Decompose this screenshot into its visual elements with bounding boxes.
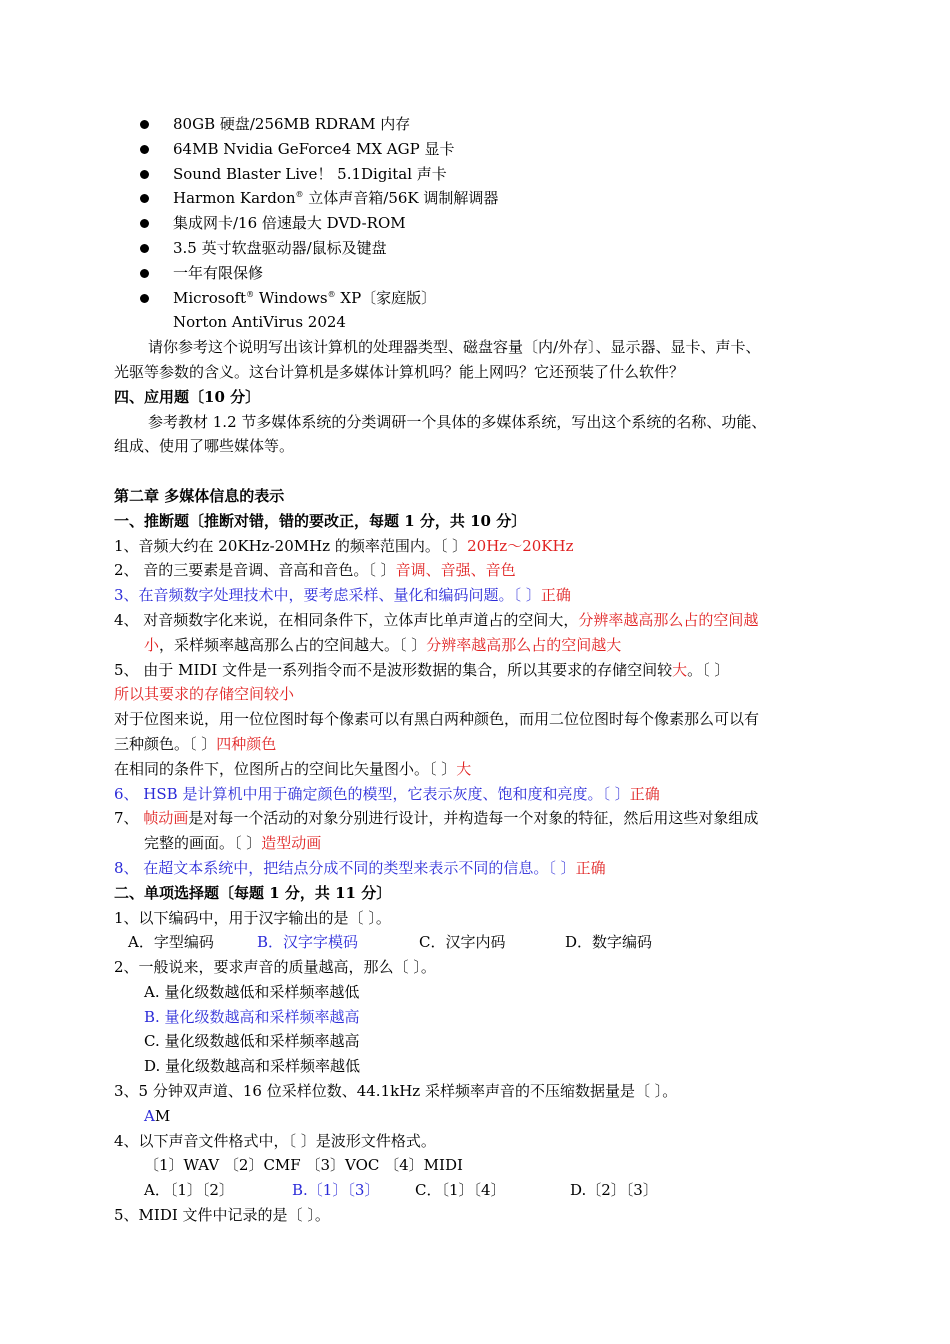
tf-question: 8、 在超文本系统中，把结点分成不同的类型来表示不同的信息。〔 〕正确 <box>114 858 606 877</box>
mc-question: 2、一般说来，要求声音的质量越高，那么〔 〕。 <box>114 958 436 977</box>
tf-question: 对于位图来说，用一位位图时每个像素可以有黑白两种颜色，而用二位位图时每个像素那么可以有 <box>114 710 760 729</box>
bullet-icon <box>140 145 149 154</box>
bullet-icon <box>140 219 149 228</box>
answer: 造型动画 <box>261 834 322 853</box>
spec-item: Microsoft® Windows® XP〔家庭版〕 <box>114 286 839 311</box>
mc-option: D. 量化级数越高和采样频率越低 <box>144 1057 361 1076</box>
chapter-title: 第二章 多媒体信息的表示 <box>114 486 285 505</box>
mc-items: 〔1〕WAV 〔2〕CMF 〔3〕VOC 〔4〕MIDI <box>144 1156 463 1175</box>
spec-item: 64MB Nvidia GeForce4 MX AGP 显卡 <box>114 137 839 162</box>
tf-question: 6、 HSB 是计算机中用于确定颜色的模型，它表示灰度、饱和度和亮度。〔 〕正确 <box>114 784 660 803</box>
question-paragraph: 请你参考这个说明写出该计算机的处理器类型、磁盘容量〔内/外存〕、显示器、显卡、声卡、 <box>148 338 761 357</box>
mc-option: B. 量化级数越高和采样频率越高 <box>144 1007 360 1026</box>
tf-question: 7、 帧动画是对每一个活动的对象分别进行设计，并构造每一个对象的特征，然后用这些对象组成 <box>114 809 759 828</box>
question-paragraph: 光驱等参数的含义。这台计算机是多媒体计算机吗？能上网吗？它还预装了什么软件？ <box>114 362 685 381</box>
spec-item: Harmon Kardon® 立体声音箱/56K 调制解调器 <box>114 186 839 211</box>
bullet-icon <box>140 194 149 203</box>
tf-question-continued: 小，采样频率越高那么占的空间越大。〔 〕分辨率越高那么占的空间越大 <box>144 635 622 654</box>
bullet-icon <box>140 294 149 303</box>
mc-options: A．字型编码 B．汉字字模码 C．汉字内码 D．数字编码 <box>128 933 653 952</box>
answer: 正确 <box>629 784 660 803</box>
answer: 分辨率越高那么占的空间越大 <box>426 635 622 654</box>
tf-question: 5、 由于 MIDI 文件是一系列指令而不是波形数据的集合，所以其要求的存储空间较大。〔 〕 <box>114 660 730 679</box>
mc-option: A. 量化级数越低和采样频率越低 <box>144 982 360 1001</box>
spec-item: 3.5 英寸软盘驱动器/鼠标及键盘 <box>114 236 839 261</box>
document-page <box>114 112 839 1228</box>
section-title: 一、推断题〔推断对错，错的要改正，每题 1 分，共 10 分〕 <box>114 511 527 530</box>
tf-question: 1、音频大约在 20KHz-20MHz 的频率范围内。〔 〕20Hz～20KHz <box>114 536 574 555</box>
spec-item: 80GB 硬盘/256MB RDRAM 内存 <box>114 112 839 137</box>
mc-option: C. 量化级数越低和采样频率越高 <box>144 1032 360 1051</box>
mc-question: 4、以下声音文件格式中，〔 〕是波形文件格式。 <box>114 1131 436 1150</box>
section-title: 二、单项选择题〔每题 1 分，共 11 分〕 <box>114 883 392 902</box>
spec-item-continued: Norton AntiVirus 2024 <box>173 313 346 332</box>
tf-question-continued: 三种颜色。〔 〕四种颜色 <box>114 734 277 753</box>
mc-question: 3、5 分钟双声道、16 位采样位数、44.1kHz 采样频率声音的不压缩数据量是〔 〕。 <box>114 1082 678 1101</box>
answer: 正确 <box>540 586 571 605</box>
mc-question: 1、以下编码中，用于汉字输出的是〔 〕。 <box>114 908 391 927</box>
section-paragraph: 组成、使用了哪些媒体等。 <box>114 437 295 456</box>
section-paragraph: 参考教材 1.2 节多媒体系统的分类调研一个具体的多媒体系统，写出这个系统的名称、功能、 <box>148 412 767 431</box>
tf-question-continued: 完整的画面。〔 〕造型动画 <box>144 834 322 853</box>
answer: 20Hz～20KHz <box>467 536 574 555</box>
answer: 音调、音强、音色 <box>395 561 516 580</box>
bullet-icon <box>140 120 149 129</box>
answer: 正确 <box>575 858 606 877</box>
bullet-icon <box>140 269 149 278</box>
spec-item: 一年有限保修 <box>114 261 839 286</box>
answer: AM <box>144 1106 171 1125</box>
answer: 所以其要求的存储空间较小 <box>114 685 295 704</box>
tf-question: 3、在音频数字处理技术中，要考虑采样、量化和编码问题。〔 〕正确 <box>114 586 571 605</box>
tf-question: 在相同的条件下，位图所占的空间比矢量图小。〔 〕大 <box>114 759 472 778</box>
mc-options: A．〔1〕〔2〕 B.〔1〕〔3〕 C．〔1〕〔4〕 D.〔2〕〔3〕 <box>144 1181 658 1200</box>
bullet-icon <box>140 244 149 253</box>
bullet-icon <box>140 170 149 179</box>
section-title: 四、应用题〔10 分〕 <box>114 387 261 406</box>
answer: 大 <box>456 759 472 778</box>
mc-question: 5、MIDI 文件中记录的是〔 〕。 <box>114 1206 330 1225</box>
tf-question: 4、 对音频数字化来说，在相同条件下，立体声比单声道占的空间大，分辨率越高那么占的空间越 <box>114 610 759 629</box>
tf-question: 2、 音的三要素是音调、音高和音色。〔 〕音调、音强、音色 <box>114 561 516 580</box>
spec-item: 集成网卡/16 倍速最大 DVD-ROM <box>114 211 839 236</box>
spec-item: Sound Blaster Live！ 5.1Digital 声卡 <box>114 162 839 187</box>
answer: 四种颜色 <box>216 734 277 753</box>
